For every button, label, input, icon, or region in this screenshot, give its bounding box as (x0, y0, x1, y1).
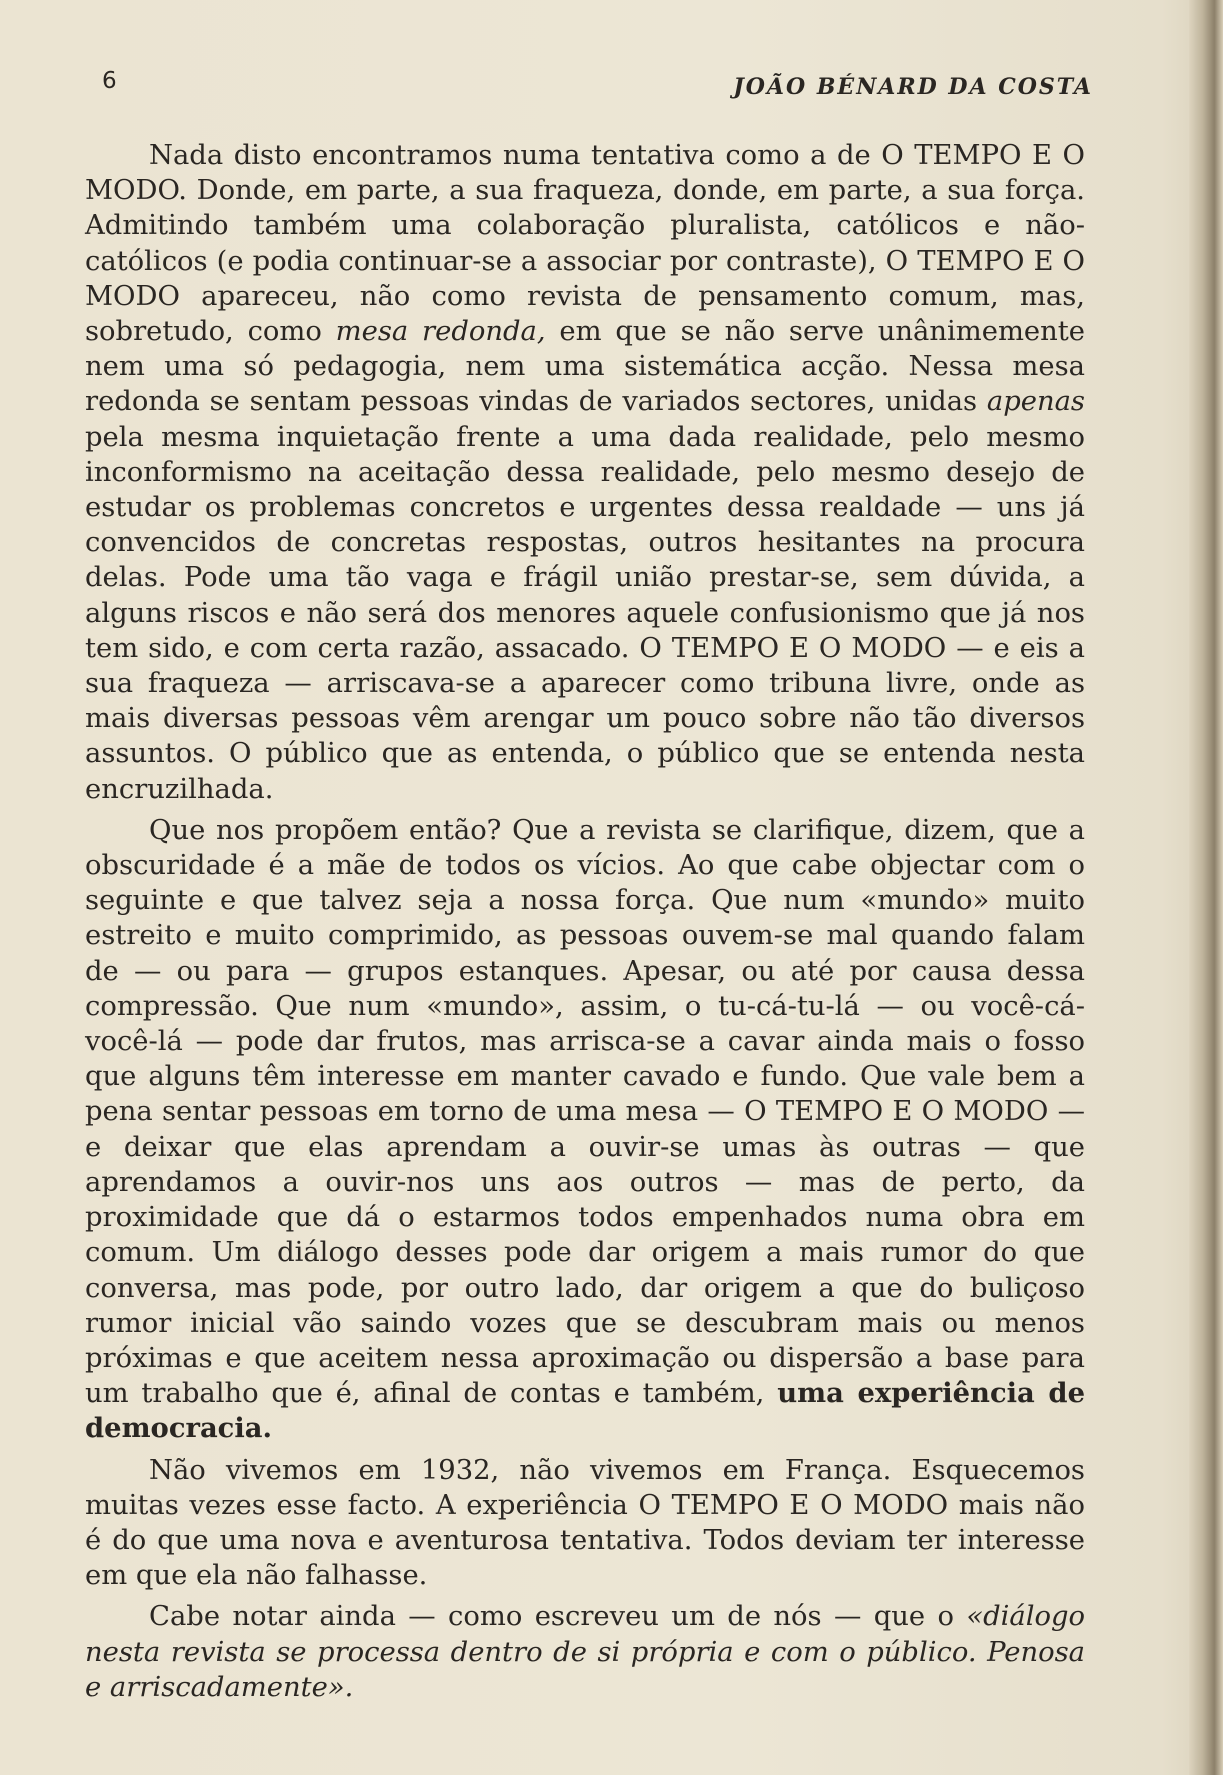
italic-run: «diálogo nesta revista se processa dentro de si própria e com o público. Penosa e arriscadamente». (85, 1601, 1085, 1703)
text-run: Que nos propõem então? Que a revista se clarifique, dizem, que a obscuridade é a mãe de todos os vícios. Ao que cabe objectar com o seguinte e que talvez seja a nossa força. Que num «mundo» muito estreito e muito comprimido, as pessoas ouvem-se mal quando falam de — ou para — grupos estanques. Apesar, ou até por causa dessa compressão. Que num «mundo», assim, o tu-cá-tu-lá — ou você-cá-você-lá — pode dar frutos, mas arrisca-se a cavar ainda mais o fosso que alguns têm interesse em manter cavado e fundo. Que vale bem a pena sentar pessoas em torno de uma mesa — O TEMPO E O MODO — e deixar que elas aprendam a ouvir-se umas às outras — que aprendamos a ouvir-nos uns aos outros — mas de perto, da proximidade que dá o estarmos todos empenhados numa obra em comum. Um diálogo desses pode dar origem a mais rumor do que conversa, mas pode, por outro lado, dar origem a que do buliçoso rumor inicial vão saindo vozes que se descubram mais ou menos próximas e que aceitem nessa aproximação ou dispersão a base para um trabalho que é, afinal de contas e também, (85, 814, 1085, 1410)
italic-run: apenas (986, 386, 1085, 418)
page-header (98, 68, 1093, 104)
page-edge-shadow (1189, 0, 1223, 1775)
body-text (85, 138, 1085, 1705)
bold-run: uma experiência de democracia. (85, 1377, 1086, 1445)
text-run: pela mesma inquietação frente a uma dada realidade, pelo mesmo inconformismo na aceitação dessa realidade, pelo mesmo desejo de estudar os problemas concretos e urgentes dessa realdade — uns já convencidos de concretas respostas, outros hesitantes na procura delas. Pode uma tão vaga e frágil união prestar-se, sem dúvida, a alguns riscos e não será dos menores aquele confusionismo que já nos tem sido, e com certa razão, assacado. O TEMPO E O MODO — e eis a sua fraqueza — arriscava-se a aparecer como tribuna livre, onde as mais diversas pessoas vêm arengar um pouco sobre não tão diversos assuntos. O público que as entenda, o público que se entenda nesta encruzilhada. (85, 421, 1085, 805)
paragraph-3 (85, 1453, 1085, 1594)
text-run: em que se não serve unânimemente nem uma só pedagogia, nem uma sistemática acção. Nessa mesa redonda se sentam pessoas vindas de variados sectores, unidas (85, 316, 1085, 418)
page-number: 6 (102, 68, 117, 94)
paragraph-4 (85, 1599, 1085, 1705)
text-run: Cabe notar ainda — como escreveu um de nós — que o (149, 1601, 967, 1633)
text-run: Nada disto encontramos numa tentativa como a de O TEMPO E O MODO. Donde, em parte, a sua fraqueza, donde, em parte, a sua força. Admitindo também uma colaboração pluralista, católicos e não-católicos (e podia continuar-se a associar por contraste), O TEMPO E O MODO apareceu, não como revista de pensamento comum, mas, sobretudo, como (85, 140, 1085, 348)
running-head: JOÃO BÉNARD DA COSTA (733, 74, 1093, 100)
text-run: Não vivemos em 1932, não vivemos em França. Esquecemos muitas vezes esse facto. A experiência O TEMPO E O MODO mais não é do que uma nova e aventurosa tentativa. Todos deviam ter interesse em que ela não falhasse. (85, 1454, 1085, 1592)
italic-run: mesa redonda, (335, 316, 546, 348)
paragraph-1 (85, 138, 1085, 807)
paragraph-2 (85, 813, 1085, 1447)
